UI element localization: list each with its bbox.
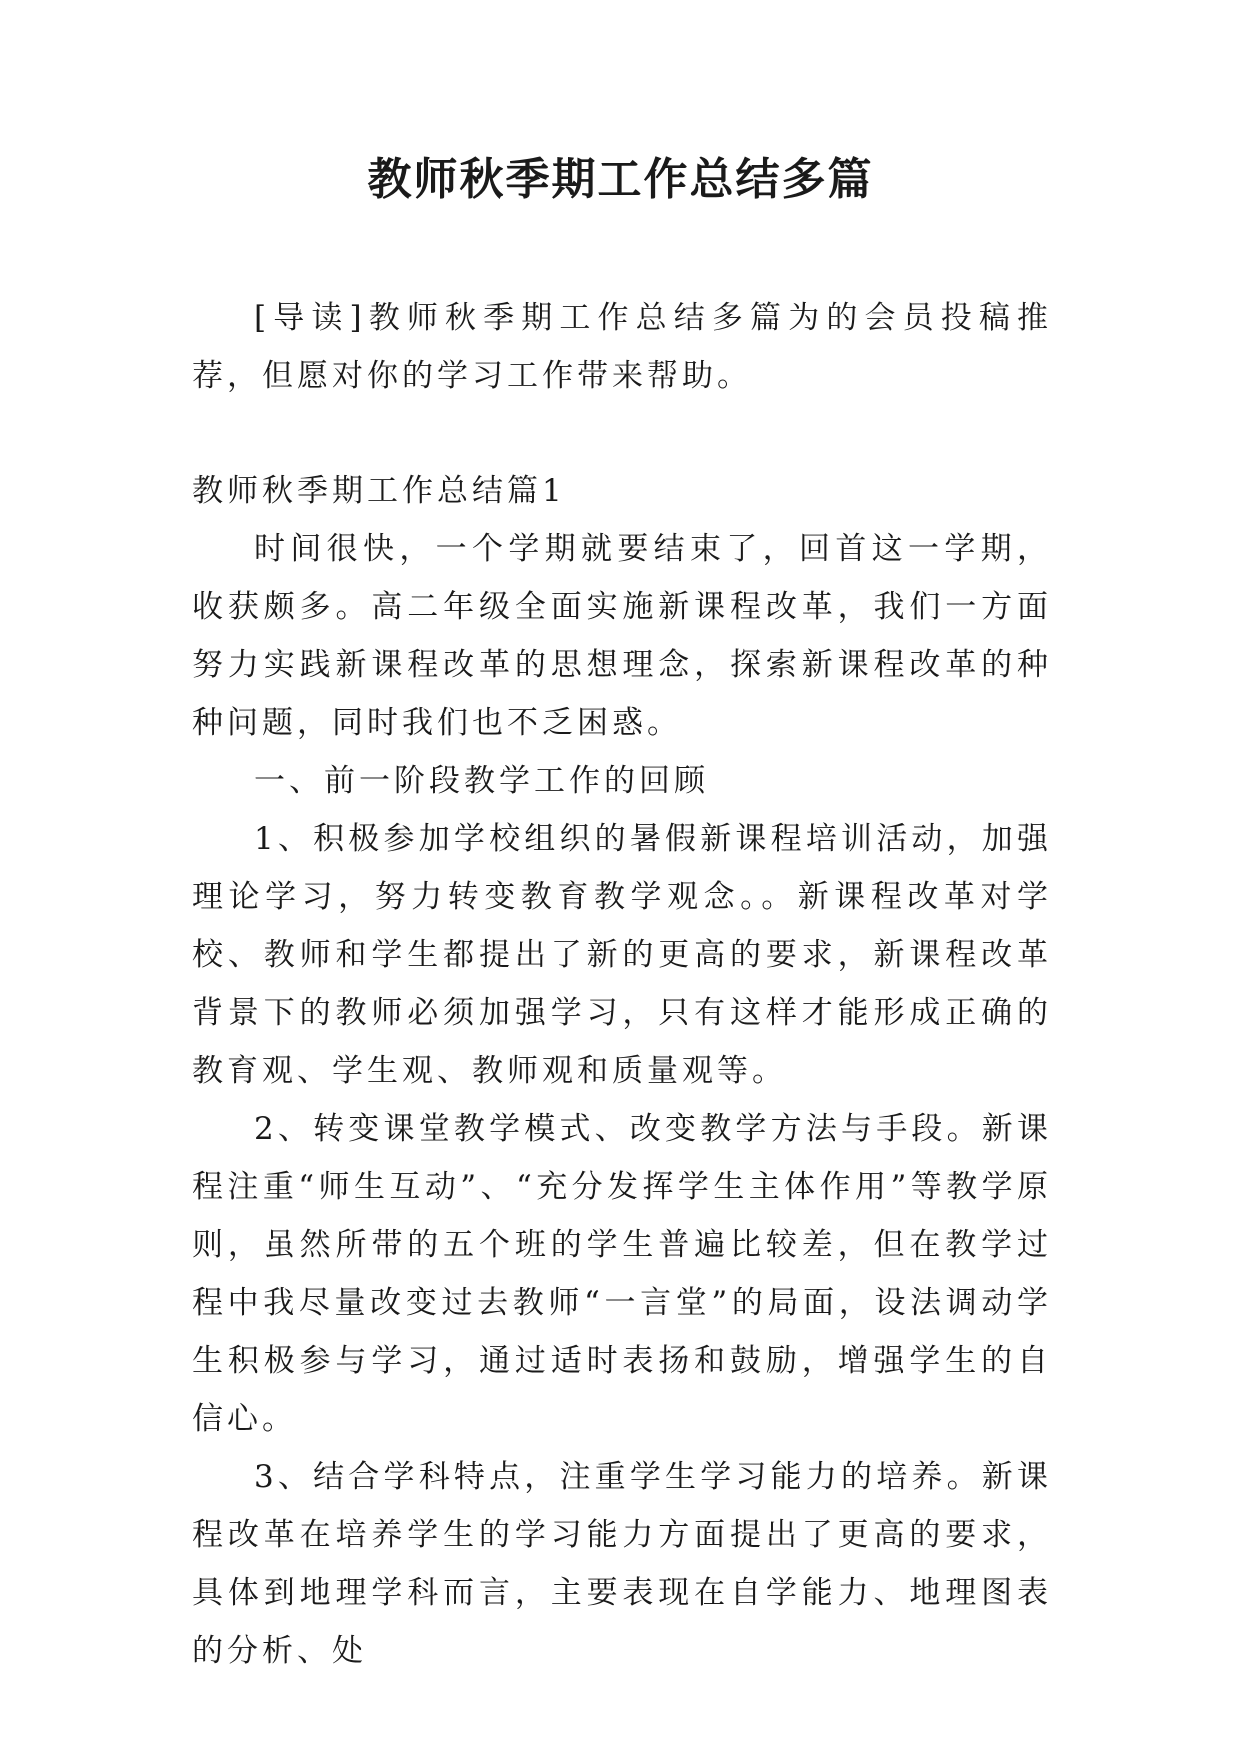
paragraph: 3、结合学科特点，注重学生学习能力的培养。新课程改革在培养学生的学习能力方面提出了更高的要求，具体到地理学科而言，主要表现在自学能力、地理图表的分析、处: [192, 1459, 1052, 1669]
paragraph: 一、前一阶段教学工作的回顾: [254, 763, 709, 799]
section-heading: 教师秋季期工作总结篇1: [192, 473, 566, 509]
paragraph: 时间很快，一个学期就要结束了，回首这一学期，收获颇多。高二年级全面实施新课程改革，我们一方面努力实践新课程改革的思想理念，探索新课程改革的种种问题，同时我们也不乏困惑。: [192, 531, 1052, 741]
paragraph: 1、积极参加学校组织的暑假新课程培训活动，加强理论学习，努力转变教育教学观念。。新课程改革对学校、教师和学生都提出了新的更高的要求，新课程改革背景下的教师必须加强学习，只有这样才能形成正确的教育观、学生观、教师观和质量观等。: [192, 821, 1052, 1089]
paragraph: 2、转变课堂教学模式、改变教学方法与手段。新课程注重“师生互动”、“充分发挥学生主体作用”等教学原则，虽然所带的五个班的学生普遍比较差，但在教学过程中我尽量改变过去教师“一言堂”的局面，设法调动学生积极参与学习，通过适时表扬和鼓励，增强学生的自信心。: [192, 1111, 1052, 1437]
intro-paragraph: [导读]教师秋季期工作总结多篇为的会员投稿推荐，但愿对你的学习工作带来帮助。: [192, 300, 1052, 394]
document-title: 教师秋季期工作总结多篇: [367, 154, 874, 205]
intro-block: [192, 289, 1052, 405]
article-body: [192, 462, 1052, 1680]
